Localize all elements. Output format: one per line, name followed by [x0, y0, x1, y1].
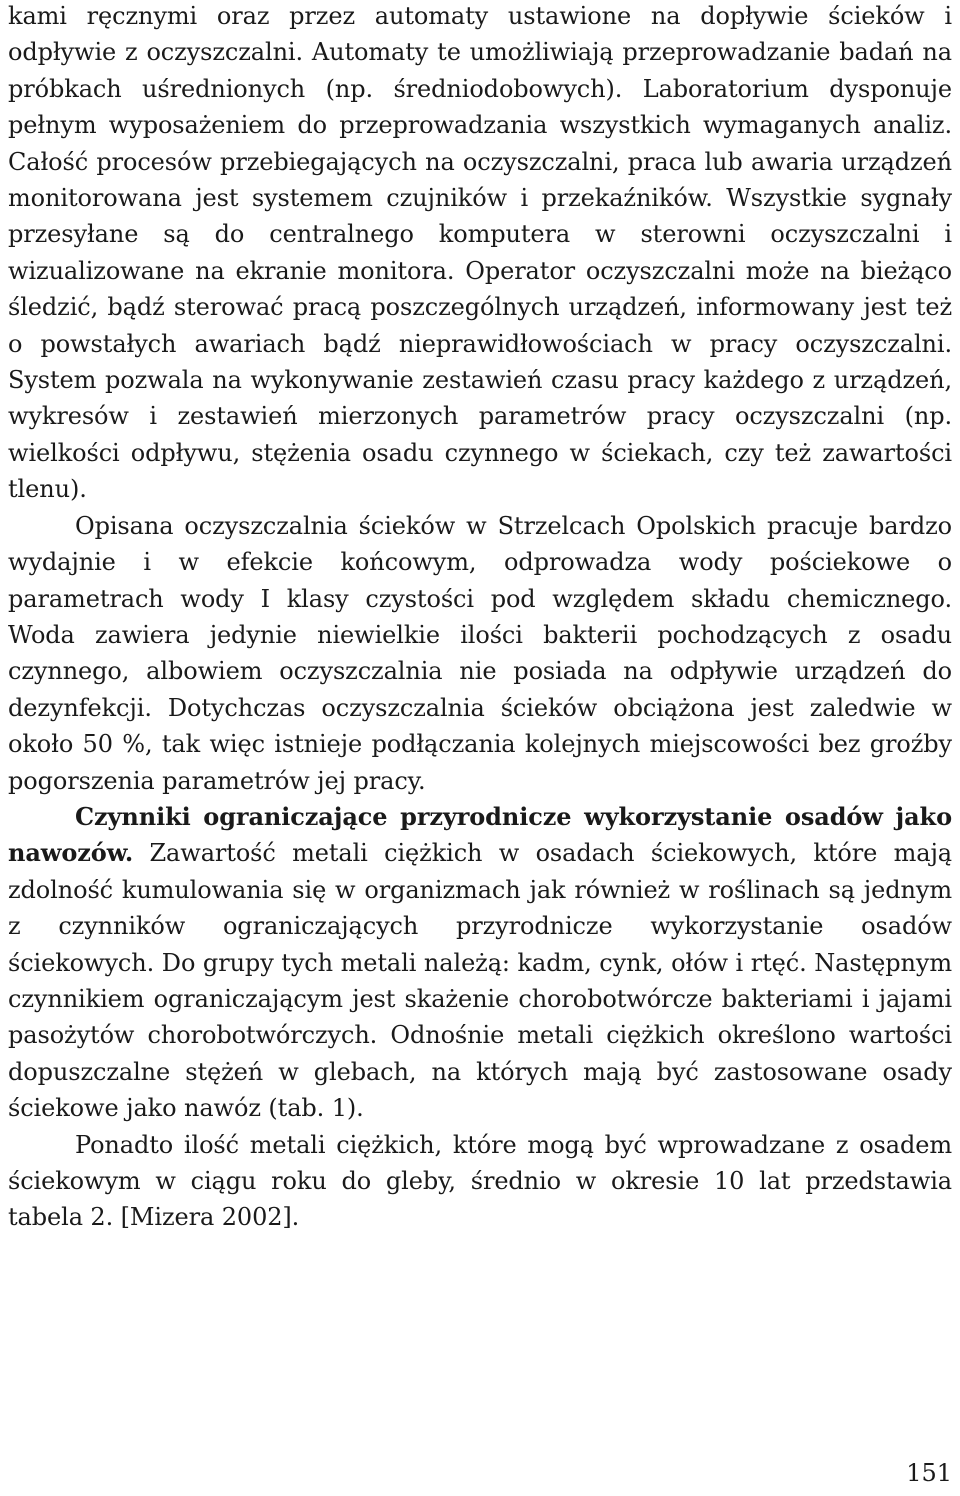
paragraph-3 [8, 799, 952, 1127]
page-number: 151 [906, 1459, 952, 1487]
paragraph-2-text: Opisana oczyszczalnia ścieków w Strzelcach Opolskich pracuje bardzo wydajnie i w efekcie końcowym, odprowadza wody pościekowe o parametrach wody I klasy czystości pod względem składu chemicznego. Woda zawiera jedynie niewielkie ilości bakterii pochodzących z osadu czynnego, albowiem oczyszczalnia nie posiada na odpływie urządzeń do dezynfekcji. Dotychczas oczyszczalnia ścieków obciążona jest zaledwie w około 50 %, tak więc istnieje podłączania kolejnych miejscowości bez groźby pogorszenia parametrów jej pracy. [8, 511, 952, 795]
body-text [8, 0, 952, 1236]
paragraph-1 [8, 0, 952, 508]
paragraph-2 [8, 508, 952, 799]
paragraph-3-text: Zawartość metali ciężkich w osadach ściekowych, które mają zdolność kumulowania się w organizmach jak również w roślinach są jednym z czynników ograniczających przyrodnicze wykorzystanie osadów ściekowych. Do grupy tych metali należą: kadm, cynk, ołów i rtęć. Następnym czynnikiem ograniczającym jest skażenie chorobotwórcze bakteriami i jajami pasożytów chorobotwórczych. Odnośnie metali ciężkich określono wartości dopuszczalne stężeń w glebach, na których mają być zastosowane osady ściekowe jako nawóz (tab. 1). [8, 839, 952, 1123]
paragraph-1-text: kami ręcznymi oraz przez automaty ustawione na dopływie ścieków i odpływie z oczyszczalni. Automaty te umożliwiają przeprowadzanie badań na próbkach uśrednionych (np. średniodobowych). Laboratorium dysponuje pełnym wyposażeniem do przeprowadzania wszystkich wymaganych analiz. Całość procesów przebiegających na oczyszczalni, praca lub awaria urządzeń monitorowana jest systemem czujników i przekaźników. Wszystkie sygnały przesyłane są do centralnego komputera w sterowni oczyszczalni i wizualizowane na ekranie monitora. Operator oczyszczalni może na bieżąco śledzić, bądź sterować pracą poszczególnych urządzeń, informowany jest też o powstałych awariach bądź nieprawidłowościach w pracy oczyszczalni. System pozwala na wykonywanie zestawień czasu pracy każdego z urządzeń, wykresów i zestawień mierzonych parametrów pracy oczyszczalni (np. wielkości odpływu, stężenia osadu czynnego w ściekach, czy też zawartości tlenu). [8, 2, 952, 504]
section-heading: Czynniki ograniczające przyrodnicze wykorzystanie osadów jako nawozów. [8, 801, 952, 868]
paragraph-4-text: Ponadto ilość metali ciężkich, które mogą być wprowadzane z osadem ściekowym w ciągu roku do gleby, średnio w okresie 10 lat przedstawia tabela 2. [Mizera 2002]. [8, 1130, 952, 1232]
paragraph-4 [8, 1127, 952, 1236]
